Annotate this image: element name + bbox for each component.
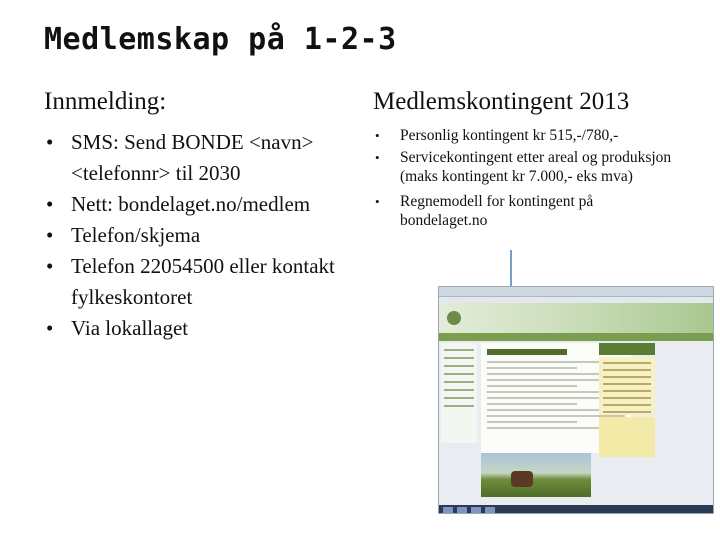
list-item — [44, 189, 364, 220]
list-item — [373, 126, 673, 145]
list-item-text: Nett: bondelaget.no/medlem — [71, 192, 311, 216]
list-item — [44, 313, 364, 344]
bullet-icon: • — [46, 130, 54, 154]
windows-taskbar — [439, 505, 714, 514]
list-item — [373, 148, 673, 186]
fee-heading: Medlemskontingent 2013 — [373, 88, 630, 115]
bullet-icon: • — [46, 254, 54, 278]
signup-heading: Innmelding: — [44, 88, 167, 115]
browser-toolbar — [439, 287, 713, 297]
signup-list — [44, 127, 364, 344]
site-nav-bar — [439, 333, 714, 341]
list-item-text: SMS: Send BONDE <navn> <telefonnr> til 2030 — [71, 130, 314, 185]
list-item — [373, 192, 673, 230]
list-item-text: Via lokallaget — [71, 316, 189, 340]
bullet-icon: • — [375, 194, 380, 209]
bullet-icon: • — [46, 192, 54, 216]
bullet-icon: • — [375, 150, 380, 165]
list-item — [44, 127, 364, 189]
website-screenshot — [438, 286, 714, 514]
site-info-panel — [599, 357, 655, 415]
list-item-text: Telefon/skjema — [71, 223, 201, 247]
site-highlight-box — [599, 343, 655, 355]
list-item-text: Personlig kontingent kr 515,-/780,- — [400, 127, 619, 144]
list-item — [44, 220, 364, 251]
bullet-icon: • — [46, 223, 54, 247]
site-banner — [439, 303, 714, 333]
bullet-icon: • — [46, 316, 54, 340]
site-logo — [447, 311, 461, 325]
list-item-text: Servicekontingent etter areal og produksjon (maks kontingent kr 7.000,- eks mva) — [400, 149, 672, 185]
site-sidebar — [441, 343, 477, 443]
list-item-text: Regnemodell for kontingent på bondelaget.no — [400, 193, 594, 229]
bullet-icon: • — [375, 128, 380, 143]
fee-list — [373, 126, 673, 233]
slide-title: Medlemskap på 1-2-3 — [44, 22, 397, 57]
list-item-text: Telefon 22054500 eller kontakt fylkeskontoret — [71, 254, 335, 309]
site-photo — [481, 453, 591, 497]
site-calendar — [599, 417, 655, 457]
list-item — [44, 251, 364, 313]
